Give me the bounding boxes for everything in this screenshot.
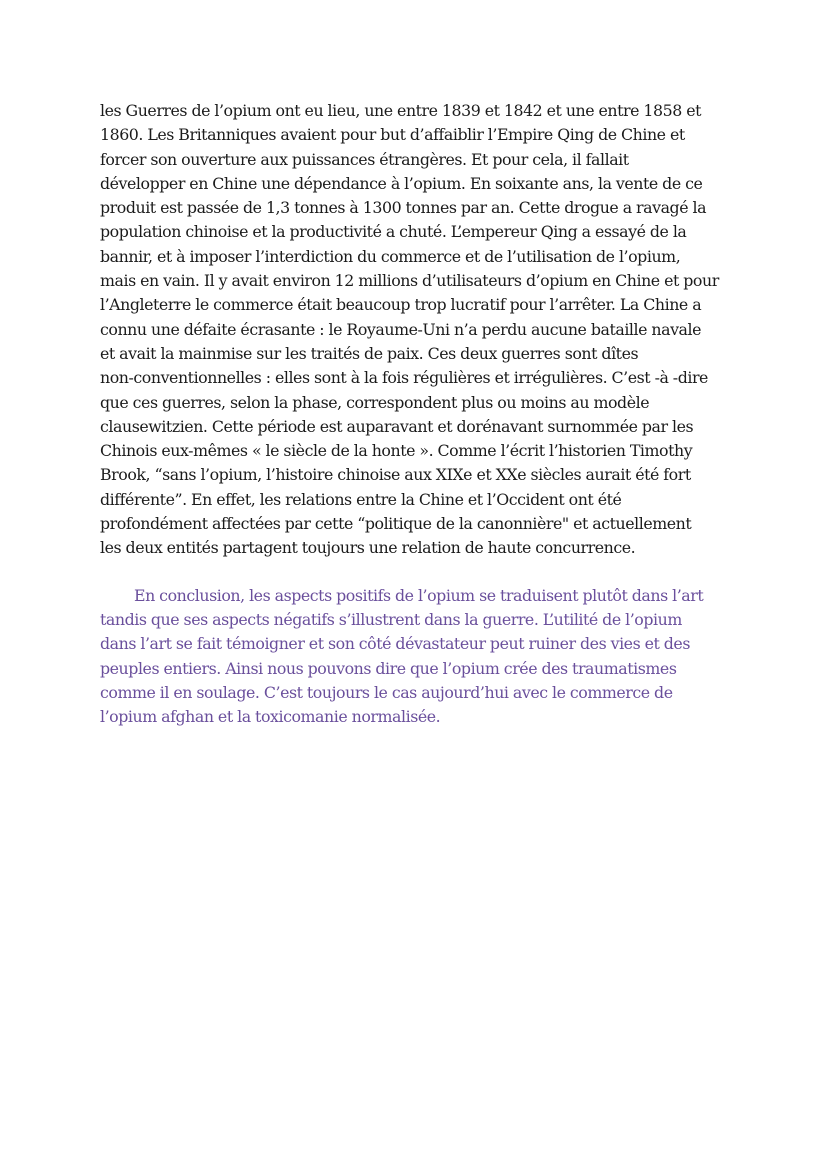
paragraph-line: différente”. En effet, les relations entre la Chine et l’Occident ont été (100, 489, 622, 509)
paragraph-line: Chinois eux-mêmes « le siècle de la honte ». Comme l’écrit l’historien Timothy (100, 441, 693, 461)
paragraph-line: développer en Chine une dépendance à l’opium. En soixante ans, la vente de ce (100, 173, 703, 193)
paragraph-line: 1860. Les Britanniques avaient pour but d’affaiblir l’Empire Qing de Chine et (100, 125, 685, 145)
paragraph-line: comme il en soulage. C’est toujours le cas aujourd’hui avec le commerce de (100, 682, 673, 702)
paragraph-line: dans l’art se fait témoigner et son côté dévastateur peut ruiner des vies et des (100, 634, 690, 654)
document-content (100, 99, 725, 729)
paragraph-line: les Guerres de l’opium ont eu lieu, une entre 1839 et 1842 et une entre 1858 et (100, 101, 701, 120)
paragraph-line: peuples entiers. Ainsi nous pouvons dire que l’opium crée des traumatismes (100, 658, 677, 678)
paragraph-line: non-conventionnelles : elles sont à la fois régulières et irrégulières. C’est -à -dire (100, 368, 708, 388)
conclusion-paragraph (100, 584, 725, 730)
paragraph-line: et avait la mainmise sur les traités de paix. Ces deux guerres sont dîtes (100, 343, 639, 363)
paragraph-line: l’opium afghan et la toxicomanie normalisée. (100, 707, 441, 727)
paragraph-line: Brook, “sans l’opium, l’histoire chinoise aux XIXe et XXe siècles aurait été fort (100, 465, 691, 485)
paragraph-line: les deux entités partagent toujours une relation de haute concurrence. (100, 538, 636, 558)
body-paragraph (100, 99, 725, 561)
paragraph-line: forcer son ouverture aux puissances étrangères. Et pour cela, il fallait (100, 149, 629, 169)
paragraph-line: que ces guerres, selon la phase, correspondent plus ou moins au modèle (100, 392, 650, 412)
paragraph-line: l’Angleterre le commerce était beaucoup trop lucratif pour l’arrêter. La Chine a (100, 295, 702, 315)
paragraph-line: population chinoise et la productivité a chuté. L’empereur Qing a essayé de la (100, 222, 687, 242)
paragraph-line: bannir, et à imposer l’interdiction du commerce et de l’utilisation de l’opium, (100, 246, 681, 266)
paragraph-line: En conclusion, les aspects positifs de l’opium se traduisent plutôt dans l’art (134, 585, 704, 605)
paragraph-line: produit est passée de 1,3 tonnes à 1300 tonnes par an. Cette drogue a ravagé la (100, 198, 707, 218)
paragraph-line: profondément affectées par cette “politique de la canonnière" et actuellement (100, 514, 692, 534)
paragraph-line: connu une défaite écrasante : le Royaume-Uni n’a perdu aucune bataille navale (100, 319, 702, 339)
paragraph-line: clausewitzien. Cette période est auparavant et dorénavant surnommée par les (100, 416, 694, 436)
paragraph-line: tandis que ses aspects négatifs s’illustrent dans la guerre. L’utilité de l’opium (100, 609, 682, 629)
paragraph-line: mais en vain. Il y avait environ 12 millions d’utilisateurs d’opium en Chine et pour (100, 271, 719, 291)
